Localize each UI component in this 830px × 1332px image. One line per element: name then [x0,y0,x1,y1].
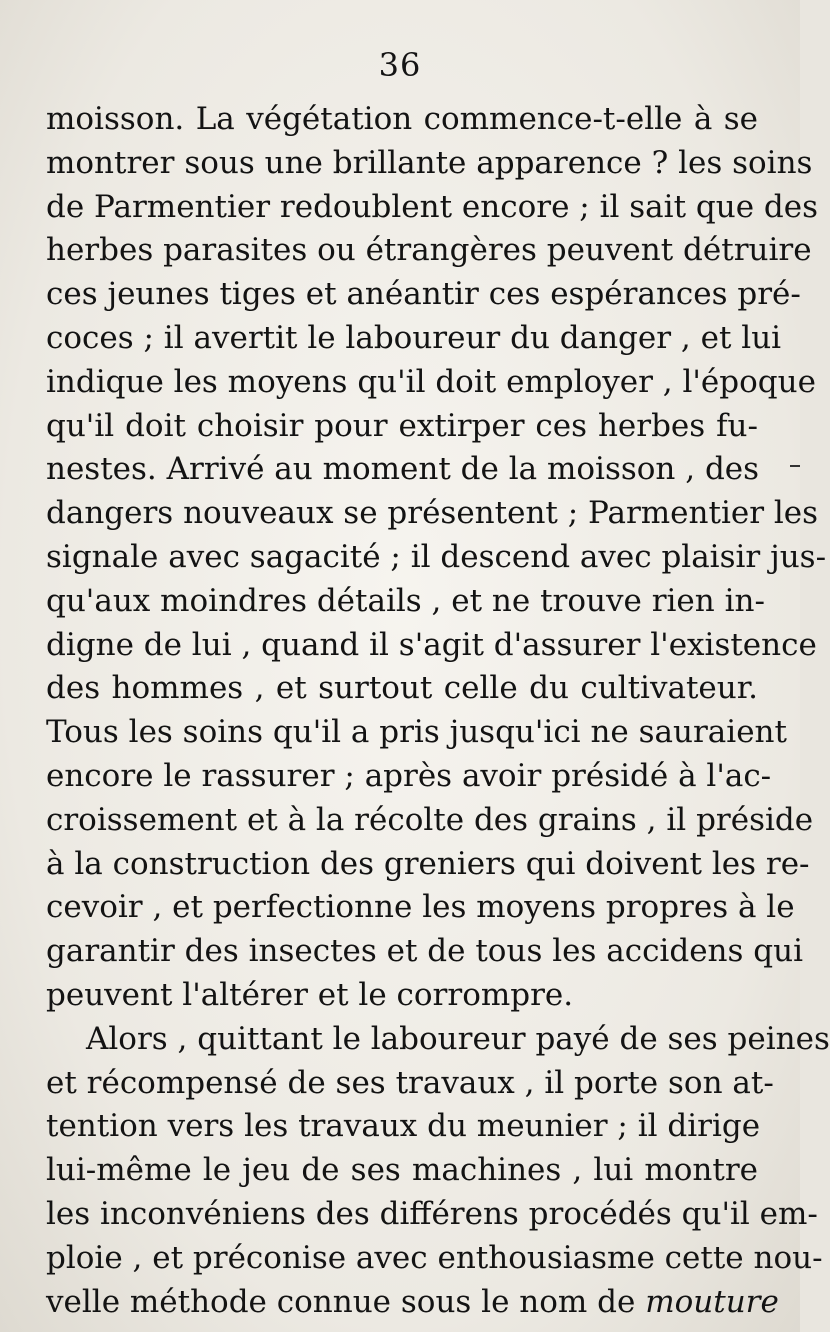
margin-mark [790,465,800,467]
italic-term: mouture [645,1283,779,1320]
text-line: de Parmentier redoublent encore ; il sait que des [46,188,818,225]
text-line: encore le rassurer ; après avoir présidé à l'ac- [46,757,772,794]
text-line: garantir des insectes et de tous les accidens qui [46,933,803,970]
text-line: tention vers les travaux du meunier ; il dirige [46,1108,761,1145]
text-line: et récompensé de ses travaux , il porte son at- [46,1064,774,1101]
text-line: nestes. Arrivé au moment de la moisson , des [46,451,760,488]
final-line-text: velle méthode connue sous le nom de [46,1283,636,1320]
text-line: qu'il doit choisir pour extirper ces herbes fu- [46,407,758,444]
text-line: herbes parasites ou étrangères peuvent détruire [46,232,812,269]
text-line: moisson. La végétation commence-t-elle à se [46,101,758,137]
text-line: à la construction des greniers qui doivent les re- [46,845,810,882]
text-line: digne de lui , quand il s'agit d'assurer l'existence [46,626,817,663]
text-line: montrer sous une brillante apparence ? les soins [46,144,813,181]
text-line: signale avec sagacité ; il descend avec plaisir jus- [46,538,827,575]
text-line: cevoir , et perfectionne les moyens propres à le [46,889,795,926]
text-line: indique les moyens qu'il doit employer , l'époque [46,363,816,400]
final-text-line [46,1281,779,1325]
text-line: ces jeunes tiges et anéantir ces espérances pré- [46,276,801,313]
text-line: coces ; il avertit le laboureur du danger , et lui [46,319,782,356]
text-line: qu'aux moindres détails , et ne trouve rien in- [46,582,765,619]
text-line: croissement et à la récolte des grains , il préside [46,801,814,838]
text-line: ploie , et préconise avec enthousiasme cette nou- [46,1239,823,1276]
text-line: les inconvéniens des différens procédés qu'il em- [46,1195,818,1232]
page-number: 36 [378,46,422,84]
text-line: dangers nouveaux se présentent ; Parmentier les [46,495,819,532]
paragraph-start-line: Alors , quittant le laboureur payé de ses peines [86,1020,830,1057]
text-line: lui-même le jeu de ses machines , lui montre [46,1152,758,1189]
text-line: Tous les soins qu'il a pris jusqu'ici ne sauraient [46,714,787,751]
body-text [46,98,830,1324]
text-line: des hommes , et surtout celle du cultivateur. [46,670,758,707]
paragraph-end-line: peuvent l'altérer et le corrompre. [46,976,574,1013]
